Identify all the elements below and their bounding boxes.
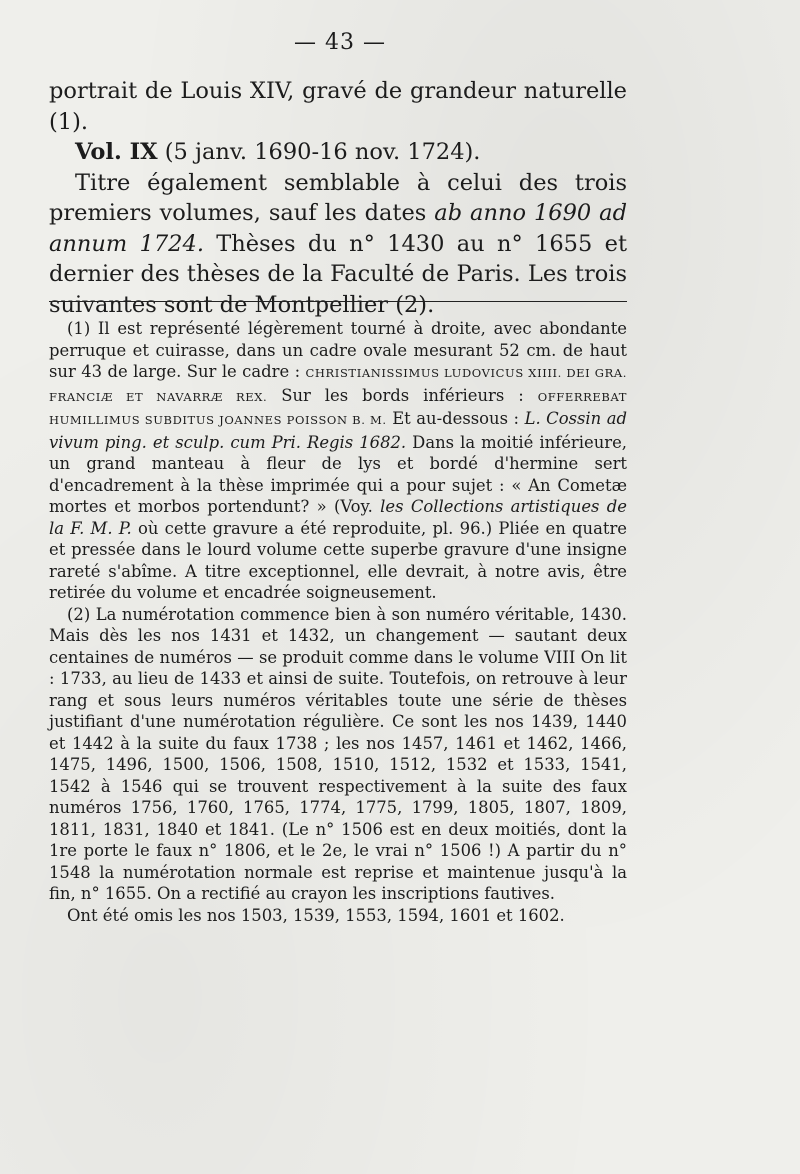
fn1-inscription-2: OFFERREBAT HUMILLIMUS SUBDITUS JOANNES POISSON B. M. xyxy=(49,389,627,427)
title-para-italic-dates: ab anno 1690 ad annum 1724. xyxy=(49,200,627,257)
volume-label: Vol. IX xyxy=(75,139,158,165)
footnotes xyxy=(49,318,627,926)
fn1-inscription-1: CHRISTIANISSIMUS LUDOVICUS XIIII. DEI GRA. FRANCIÆ ET NAVARRÆ REX. xyxy=(49,366,627,404)
page-number: — 43 — xyxy=(294,30,386,55)
fn1-text-e: où cette gravure a été reproduite, pl. 96.) Pliée en quatre et pressée dans le lourd volume cette superbe gravure d'une insigne rareté s'abîme. A titre exceptionnel, elle devrait, à notre avis, être retirée du volume et encadrée soigneusement. xyxy=(49,518,627,602)
title-paragraph xyxy=(49,168,627,321)
fn1-text-c: Et au-dessous : xyxy=(386,409,525,428)
footnote-2: (2) La numérotation commence bien à son numéro véritable, 1430. Mais dès les nos 1431 et 1432, un changement — sautant deux centaines de numéros — se produit comme dans le volume VIII On lit : 1733, au lieu de 1433 et ainsi de suite. Toutefois, on retrouve à leur rang et sous leurs numéros véritables toute une série de thèses justifiant d'une numérotation régulière. Ce sont les nos 1439, 1440 et 1442 à la suite du faux 1738 ; les nos 1457, 1461 et 1462, 1466, 1475, 1496, 1500, 1506, 1508, 1510, 1512, 1532 et 1533, 1541, 1542 à 1546 qui se trouvent respectivement à la suite des faux numéros 1756, 1760, 1765, 1774, 1775, 1799, 1805, 1807, 1809, 1811, 1831, 1840 et 1841. (Le n° 1506 est en deux moitiés, dont la 1re porte le faux n° 1806, et le 2e, le vrai n° 1506 !) A partir du n° 1548 la numérotation normale est reprise et maintenue jusqu'à la fin, n° 1655. On a rectifié au crayon les inscriptions fautives. xyxy=(49,604,627,903)
footnote-1 xyxy=(49,318,627,604)
title-para-text-a: Titre également semblable à celui des trois premiers volumes, sauf les dates xyxy=(49,169,627,226)
volume-heading xyxy=(49,137,627,168)
footnote-3: Ont été omis les nos 1503, 1539, 1553, 1594, 1601 et 1602. xyxy=(67,905,565,925)
fn1-text-d: Dans la moitié inférieure, un grand manteau à fleur de lys et bordé d'hermine sert d'encadrement à la thèse imprimée qui a pour sujet : « An Cometæ mortes et morbos portendunt? » (Voy. xyxy=(49,432,627,516)
volume-dates: (5 janv. 1690-16 nov. 1724). xyxy=(157,139,481,165)
fn1-italic-reference: les Collections artistiques de la F. M. P. xyxy=(49,497,627,538)
main-text xyxy=(49,76,627,320)
fn1-italic-signature: L. Cossin ad vivum ping. et sculp. cum Pri. Regis 1682. xyxy=(49,409,627,452)
main-line-1: portrait de Louis XIV, gravé de grandeur naturelle (1). xyxy=(49,78,627,135)
fn1-text-b: Sur les bords inférieurs : xyxy=(267,385,538,405)
title-para-text-c: Thèses du n° 1430 au n° 1655 et dernier des thèses de la Faculté de Paris. Les trois suivantes sont de Montpellier (2). xyxy=(49,230,627,318)
footnote-separator xyxy=(49,301,627,302)
fn1-text-a: (1) Il est représenté légèrement tourné à droite, avec abondante perruque et cuirasse, dans un cadre ovale mesurant 52 cm. de haut sur 43 de large. Sur le cadre : xyxy=(49,319,627,381)
